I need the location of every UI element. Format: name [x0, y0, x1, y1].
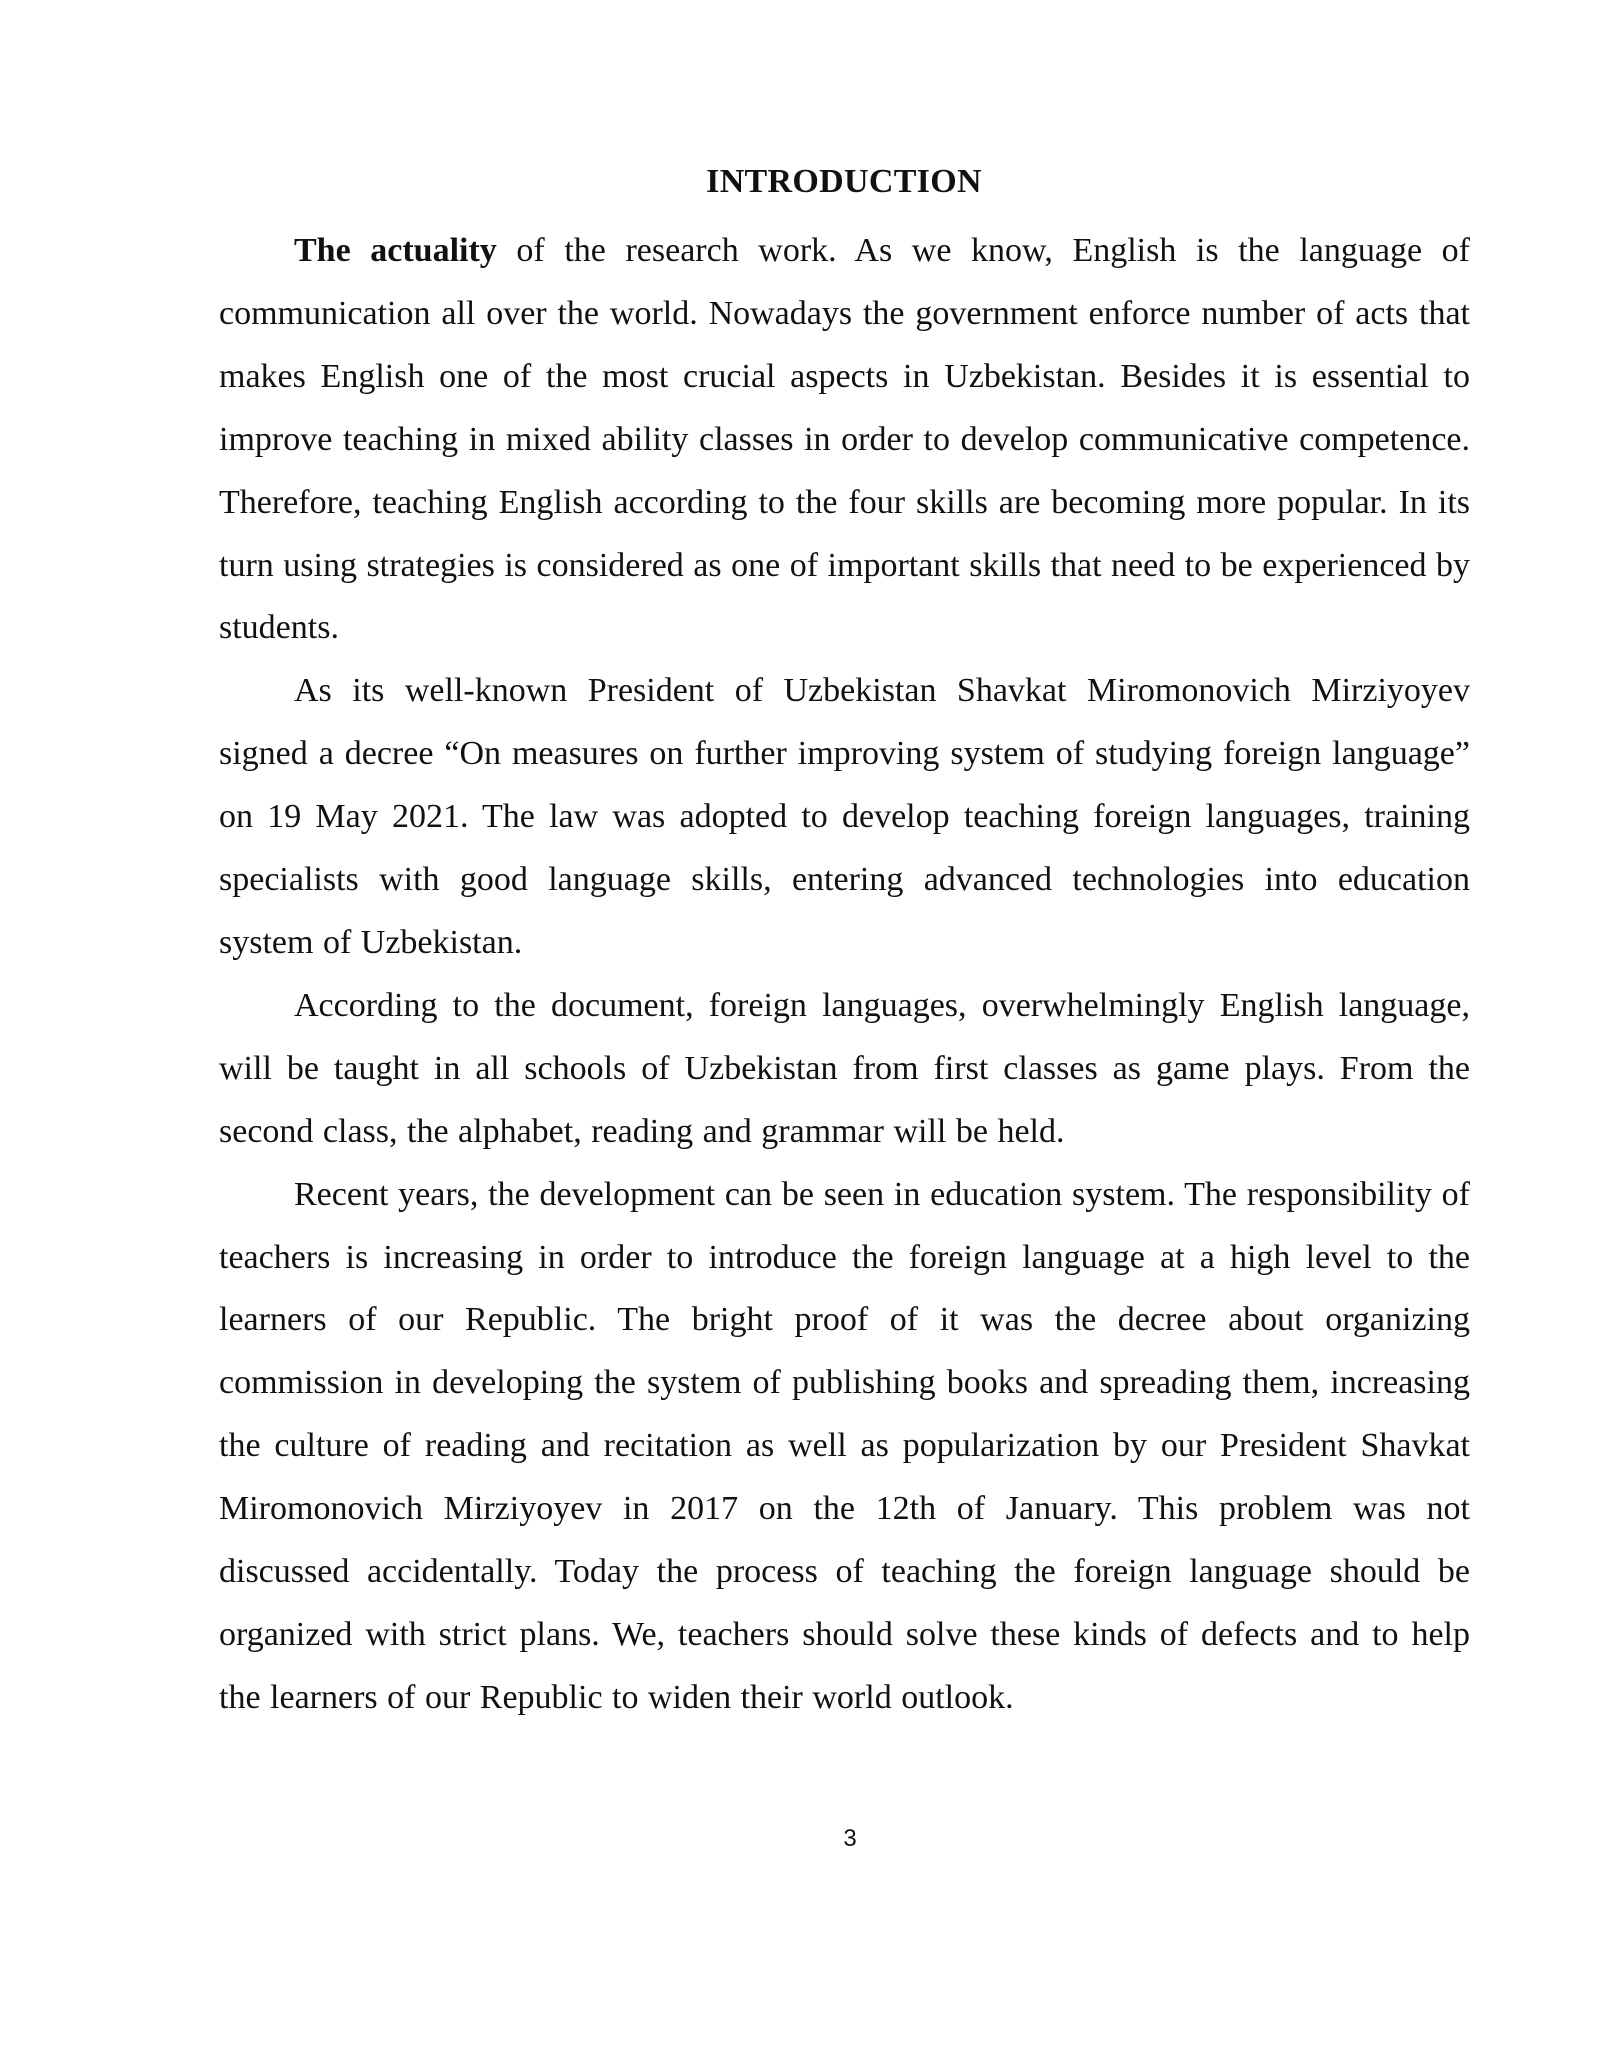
- section-heading: INTRODUCTION: [706, 163, 982, 200]
- paragraph-document: According to the document, foreign languages, overwhelmingly English language, will be taught in all schools of Uzbekistan from first classes as game plays. From the second class, the alphabet, reading and grammar will be held.: [219, 986, 1470, 1150]
- paragraph-actuality: [219, 220, 1470, 660]
- page-number: 3: [843, 1825, 857, 1852]
- paragraph-lead-bold: The actuality: [294, 232, 497, 269]
- paragraph-decree: As its well-known President of Uzbekistan Shavkat Miromonovich Mirziyoyev signed a decree “On measures on further improving system of studying foreign language” on 19 May 2021. The law was adopted to develop teaching foreign languages, training specialists with good language skills, entering advanced technologies into education system of Uzbekistan.: [219, 672, 1470, 961]
- body-text: [219, 220, 1470, 1730]
- paragraph-text: of the research work. As we know, English is the language of communication all over the world. Nowadays the government enforce number of acts that makes English one of the most crucial aspects in Uzbekistan. Besides it is essential to improve teaching in mixed ability classes in order to develop communicative competence. Therefore, teaching English according to the four skills are becoming more popular. In its turn using strategies is considered as one of important skills that need to be experienced by students.: [219, 232, 1470, 647]
- paragraph-recent-years: Recent years, the development can be seen in education system. The responsibility of teachers is increasing in order to introduce the foreign language at a high level to the learners of our Republic. The bright proof of it was the decree about organizing commission in developing the system of publishing books and spreading them, increasing the culture of reading and recitation as well as popularization by our President Shavkat Miromonovich Mirziyoyev in 2017 on the 12th of January. This problem was not discussed accidentally. Today the process of teaching the foreign language should be organized with strict plans. We, teachers should solve these kinds of defects and to help the learners of our Republic to widen their world outlook.: [219, 1175, 1470, 1716]
